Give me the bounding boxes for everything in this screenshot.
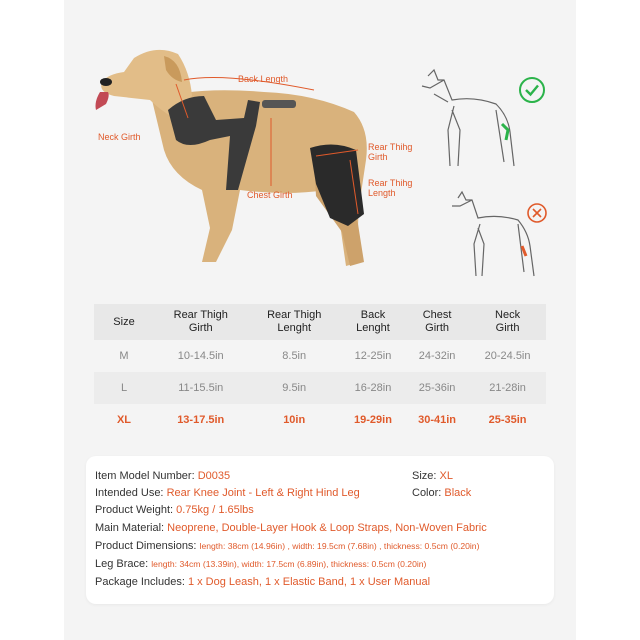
spec-value: Rear Knee Joint - Left & Right Hind Leg <box>166 487 360 499</box>
spec-size <box>412 469 453 483</box>
spec-value: length: 34cm (13.39in), width: 17.5cm (6.89in), thickness: 0.5cm (0.20in) <box>151 559 427 569</box>
header-chest-girth: Chest Girth <box>405 304 469 340</box>
table-cell: 11-15.5in <box>154 372 247 404</box>
size-chart-table <box>94 304 546 436</box>
spec-dimensions <box>95 539 479 553</box>
neck-girth-label: Neck Girth <box>98 132 141 142</box>
spec-value: Neoprene, Double-Layer Hook & Loop Straps, Non-Woven Fabric <box>167 522 487 534</box>
spec-label: Product Dimensions: <box>95 540 200 552</box>
spec-value: D0035 <box>197 470 231 482</box>
spec-leg-brace <box>95 557 426 571</box>
spec-label: Product Weight: <box>95 504 177 516</box>
header-rear-thigh-girth: Rear Thigh Girth <box>154 304 247 340</box>
table-cell: 19-29in <box>354 414 392 426</box>
table-row <box>94 340 546 372</box>
table-cell: 24-32in <box>418 350 456 362</box>
header-back-length: Back Lenght <box>341 304 405 340</box>
table-cell: 8.5in <box>282 350 307 362</box>
table-cell: 25-36in <box>405 372 469 404</box>
spec-value: 0.75kg / 1.65lbs <box>176 504 254 516</box>
table-cell: 10in <box>283 414 306 426</box>
spec-label: Intended Use: <box>95 487 167 499</box>
product-info-card <box>64 0 576 640</box>
spec-weight <box>95 503 254 517</box>
table-cell: 12-25in <box>354 350 392 362</box>
spec-value: Black <box>444 487 472 499</box>
table-cell: 16-28in <box>341 372 405 404</box>
spec-package <box>95 575 430 589</box>
size-chart-header <box>94 304 546 340</box>
table-cell: XL <box>116 414 132 426</box>
product-specs-panel <box>86 456 554 604</box>
dog-measurement-illustration <box>64 0 576 300</box>
spec-value: XL <box>439 470 453 482</box>
spec-color <box>412 486 471 500</box>
table-cell: M <box>119 350 129 362</box>
table-cell: 25-35in <box>488 414 527 426</box>
spec-label: Main Material: <box>95 522 168 534</box>
chest-girth-label: Chest Girth <box>247 190 293 200</box>
spec-label: Size: <box>412 470 440 482</box>
x-circle-icon <box>526 202 548 224</box>
spec-label: Item Model Number: <box>95 470 198 482</box>
spec-value: length: 38cm (14.96in) , width: 19.5cm (7.68in) , thickness: 0.5cm (0.20in) <box>199 541 480 551</box>
table-cell: 20-24.5in <box>484 350 531 362</box>
table-row-highlighted <box>94 404 546 436</box>
spec-model-number <box>95 469 230 483</box>
table-cell: 9.5in <box>247 372 340 404</box>
incorrect-fit-panel <box>444 190 564 280</box>
header-neck-girth: Neck Girth <box>469 304 546 340</box>
spec-value: 1 x Dog Leash, 1 x Elastic Band, 1 x User Manual <box>187 576 431 588</box>
check-circle-icon <box>518 76 546 104</box>
correct-fit-panel <box>414 66 564 176</box>
dog-outline-correct <box>414 66 524 176</box>
table-cell: 30-41in <box>418 414 457 426</box>
spec-label: Color: <box>412 487 445 499</box>
rear-thigh-length-label: Rear Thihg Length <box>368 178 413 198</box>
spec-label: Leg Brace: <box>95 558 152 570</box>
header-rear-thigh-length: Rear Thigh Lenght <box>247 304 340 340</box>
header-size: Size <box>94 304 154 340</box>
back-length-label: Back Length <box>238 74 289 84</box>
table-cell: 13-17.5in <box>177 414 225 426</box>
table-cell: 21-28in <box>469 372 546 404</box>
rear-thigh-girth-label: Rear Thihg Girth <box>368 142 413 162</box>
table-row <box>94 372 546 404</box>
table-cell: 10-14.5in <box>177 350 224 362</box>
spec-label: Package Includes: <box>95 576 188 588</box>
spec-intended-use <box>95 486 360 500</box>
table-cell: L <box>94 372 154 404</box>
spec-material <box>95 521 487 535</box>
